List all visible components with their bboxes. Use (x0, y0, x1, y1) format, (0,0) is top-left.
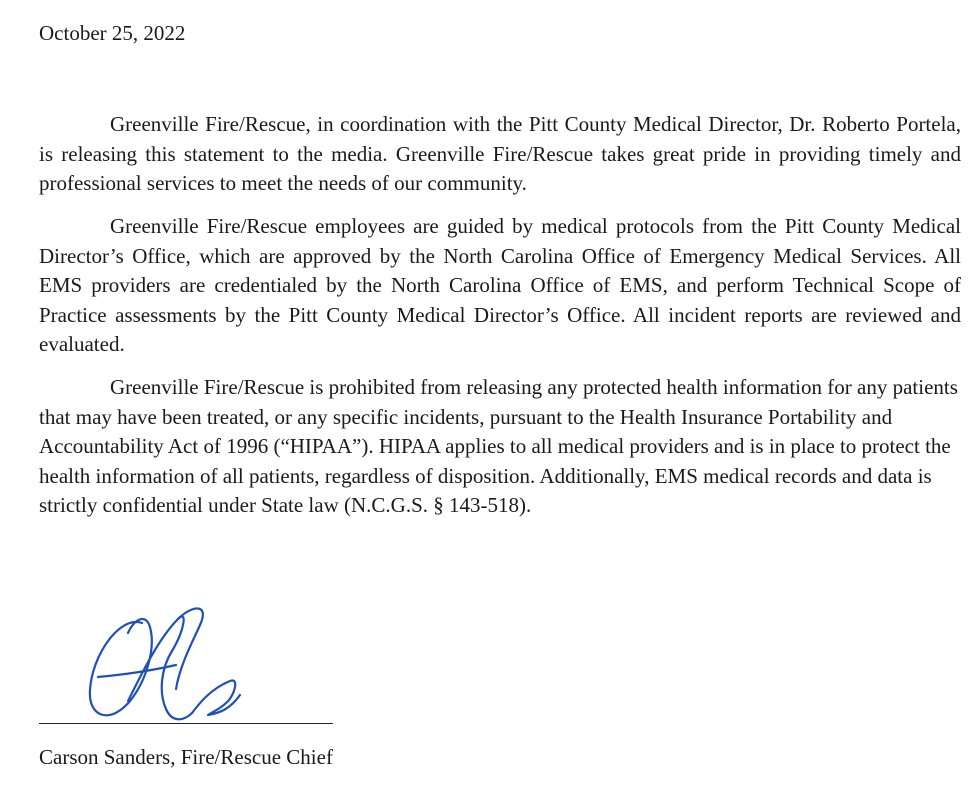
signature-stroke-tail (192, 680, 240, 715)
paragraph-hipaa: Greenville Fire/Rescue is prohibited from releasing any protected health information for any patients that may have been treated, or any specific incidents, pursuant to the Health Insurance Portability and Accountability Act of 1996 (“HIPAA”). HIPAA applies to all medical providers and is in place to protect the health information of all patients, regardless of disposition. Additionally, EMS medical records and data is strictly confidential under State law (N.C.G.S. § 143-518). (39, 375, 958, 517)
signature-stroke-c (90, 619, 152, 715)
paragraph-intro: Greenville Fire/Rescue, in coordination with the Pitt County Medical Director, Dr. Roberto Portela, is releasing this statement to the media. Greenville Fire/Rescue takes great pride in providing timely and professional services to meet the needs of our community. (39, 112, 961, 195)
signature-stroke-hook (176, 608, 203, 689)
letter-date: October 25, 2022 (39, 21, 186, 45)
handwritten-signature (80, 605, 250, 730)
signer-name: Carson Sanders, Fire/Rescue Chief (39, 745, 333, 769)
signature-line (39, 723, 333, 724)
paragraph-protocols: Greenville Fire/Rescue employees are guided by medical protocols from the Pitt County Medical Director’s Office, which are approved by the North Carolina Office of Emergency Medical Services. All EMS providers are credentialed by the North Carolina Office of EMS, and perform Technical Scope of Practice assessments by the Pitt County Medical Director’s Office. All incident reports are reviewed and evaluated. (39, 214, 961, 356)
